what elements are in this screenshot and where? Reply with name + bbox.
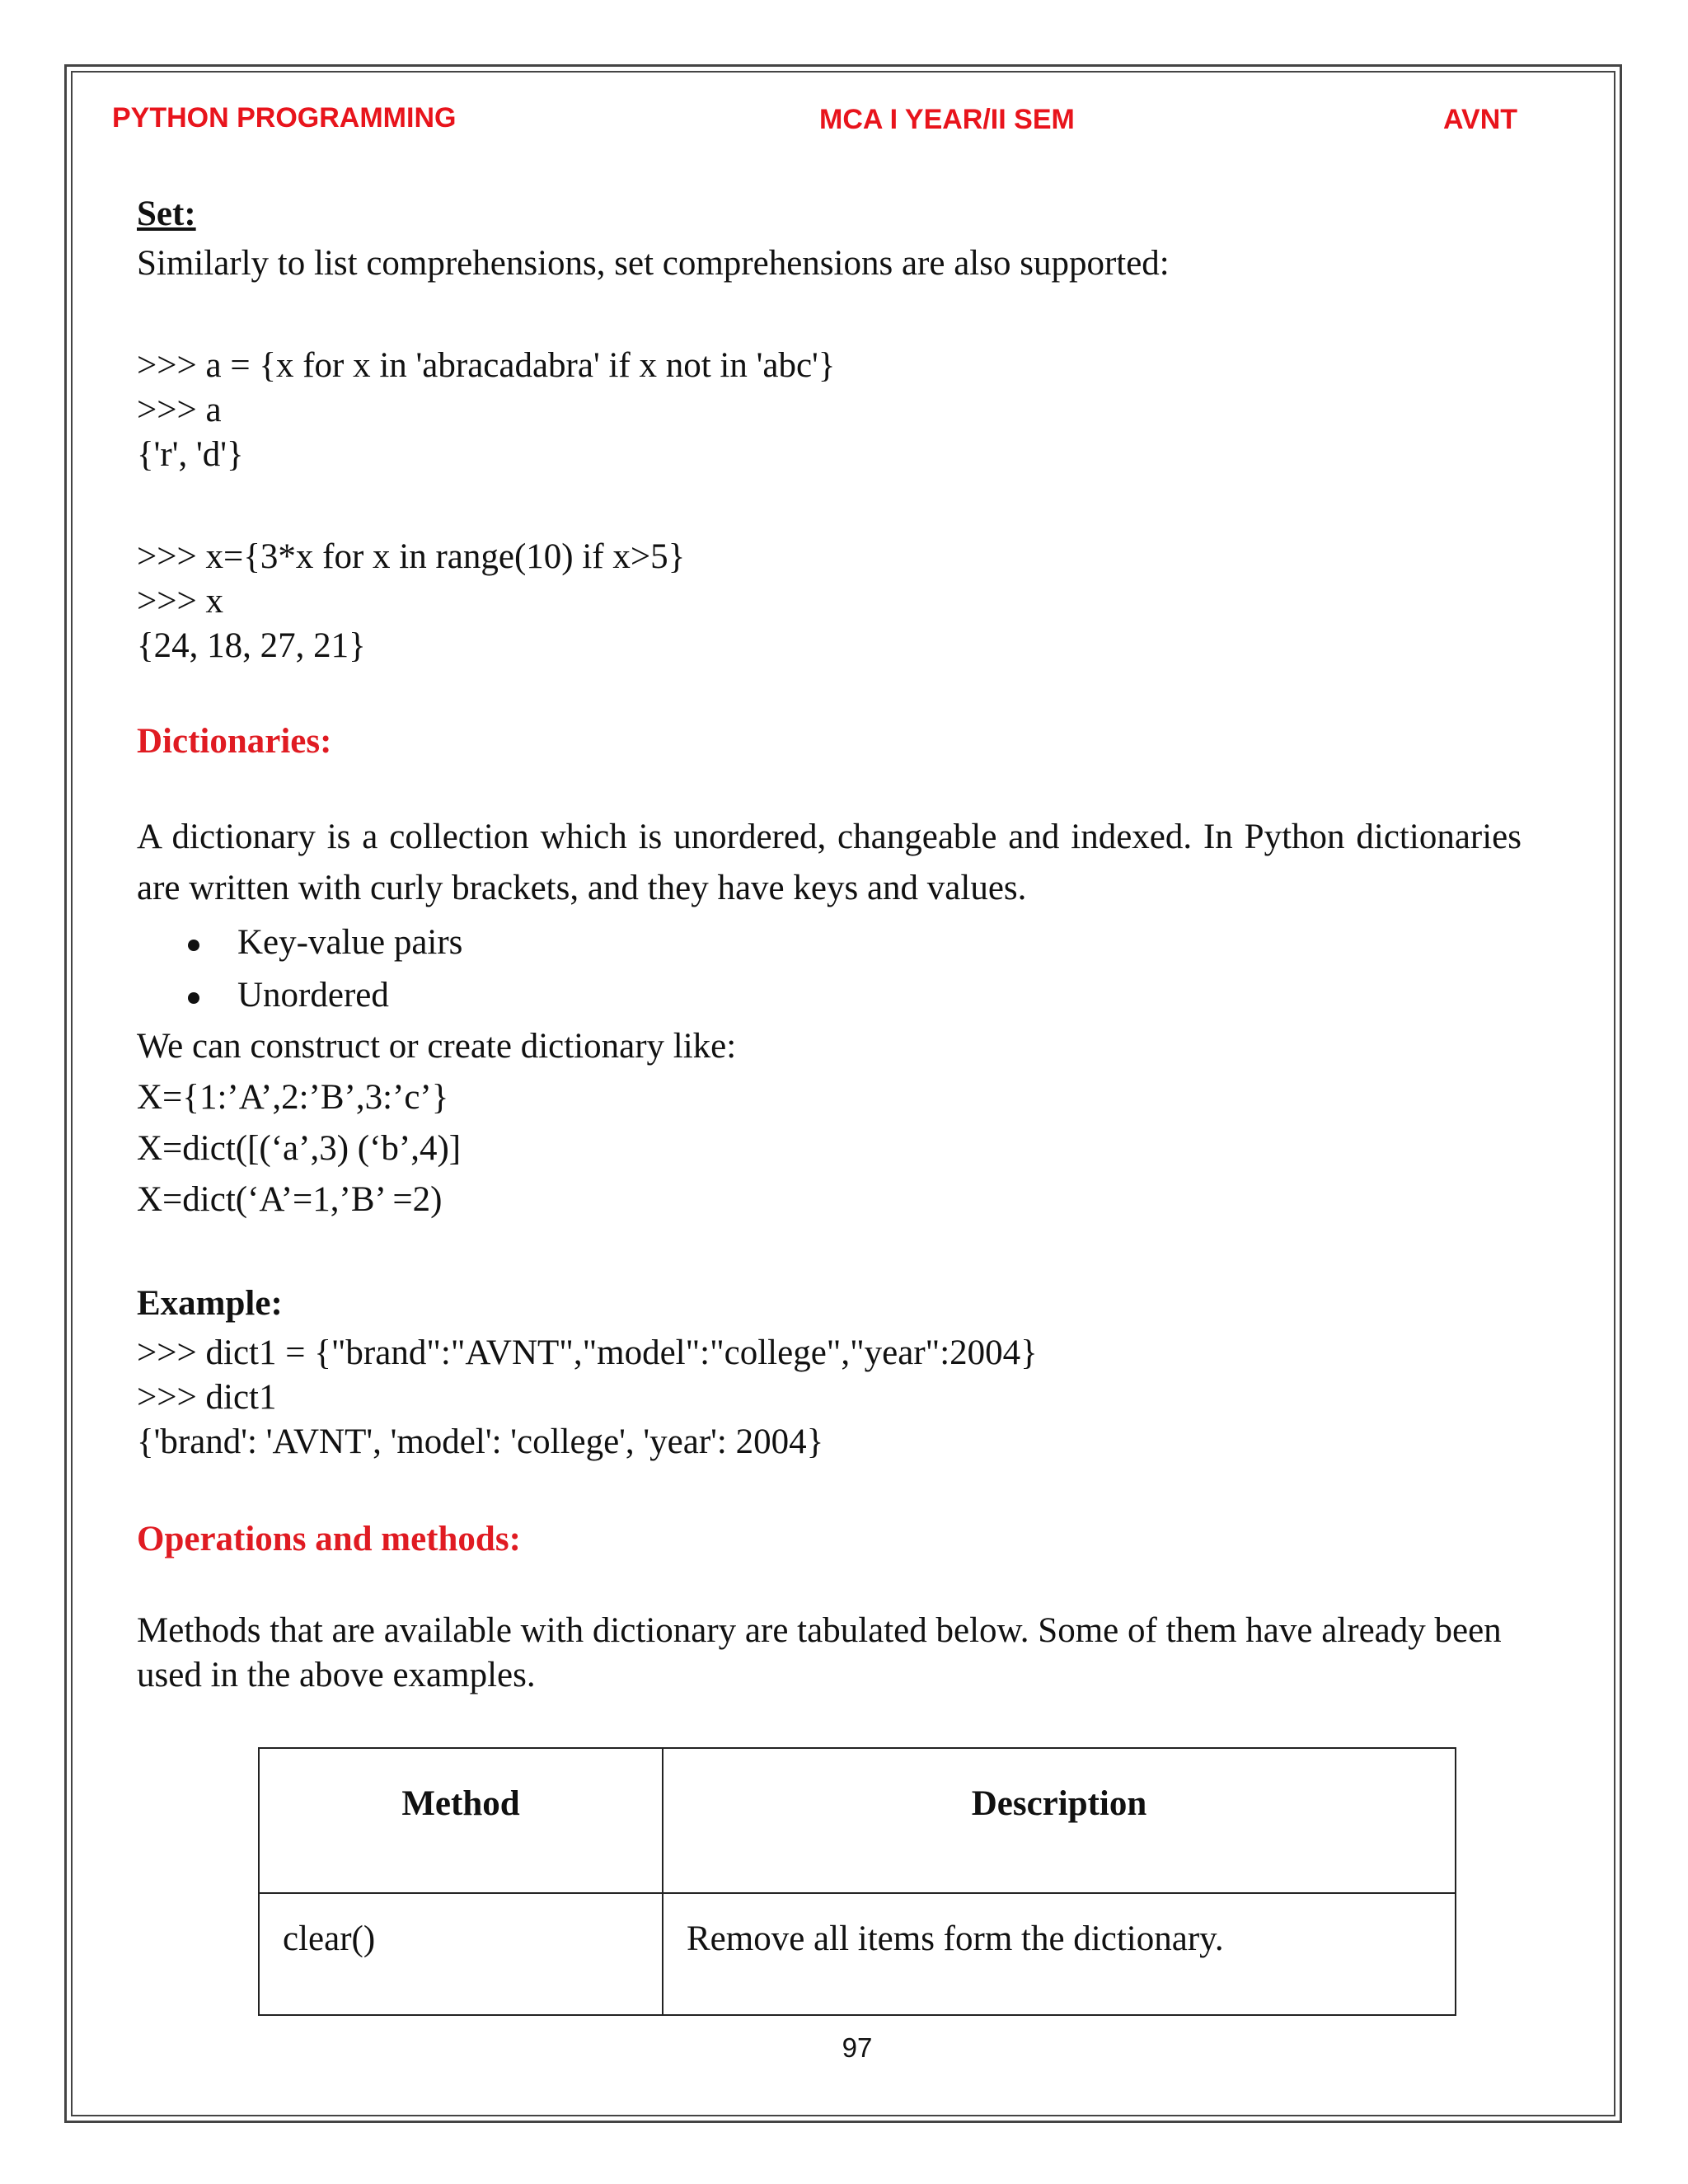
table-header-row (259, 1748, 1456, 1893)
code-line: >>> x (137, 582, 224, 621)
page-number: 97 (842, 2032, 873, 2063)
header-course-title: PYTHON PROGRAMMING (112, 102, 457, 134)
code-line: >>> a = {x for x in 'abracadabra' if x not in 'abc'} (137, 346, 836, 385)
table-row (259, 1893, 1456, 2015)
code-line: >>> x={3*x for x in range(10) if x>5} (137, 537, 686, 576)
table-cell-description: Remove all items form the dictionary. (663, 1893, 1456, 2015)
methods-table (258, 1747, 1456, 2016)
operations-heading: Operations and methods: (137, 1520, 521, 1558)
table-header-description: Description (663, 1748, 1456, 1893)
code-output: {24, 18, 27, 21} (137, 626, 366, 665)
dictionaries-heading: Dictionaries: (137, 722, 332, 761)
construct-line: X=dict(‘A’=1,’B’ =2) (137, 1180, 443, 1219)
bullet-dot-icon (188, 974, 237, 1017)
bullet-item: Key-value pairs (188, 921, 462, 964)
construct-line: X={1:’A’,2:’B’,3:’c’} (137, 1078, 449, 1117)
code-output: {'r', 'd'} (137, 435, 244, 474)
set-intro: Similarly to list comprehensions, set comprehensions are also supported: (137, 244, 1170, 283)
construct-intro: We can construct or create dictionary like: (137, 1027, 737, 1066)
dictionaries-paragraph: A dictionary is a collection which is unordered, changeable and indexed. In Python dictionaries are written with curly brackets, and they have keys and values. (137, 818, 1522, 907)
operations-paragraph: Methods that are available with dictionary are tabulated below. Some of them have already been used in the above examples. (137, 1611, 1502, 1694)
bullet-dot-icon (188, 921, 237, 964)
set-heading: Set: (137, 194, 196, 233)
example-heading: Example: (137, 1284, 283, 1323)
code-line: >>> a (137, 391, 222, 429)
construct-line: X=dict([(‘a’,3) (‘b’,4)] (137, 1129, 462, 1168)
header-course-year: MCA I YEAR/II SEM (819, 104, 1075, 135)
table-cell-method: clear() (259, 1893, 663, 2015)
header-institution: AVNT (1443, 104, 1518, 135)
example-output: {'brand': 'AVNT', 'model': 'college', 'year': 2004} (137, 1422, 824, 1461)
bullet-item: Unordered (188, 974, 389, 1017)
example-line: >>> dict1 = {"brand":"AVNT","model":"college","year":2004} (137, 1333, 1038, 1372)
table-header-method: Method (259, 1748, 663, 1893)
example-line: >>> dict1 (137, 1378, 277, 1417)
